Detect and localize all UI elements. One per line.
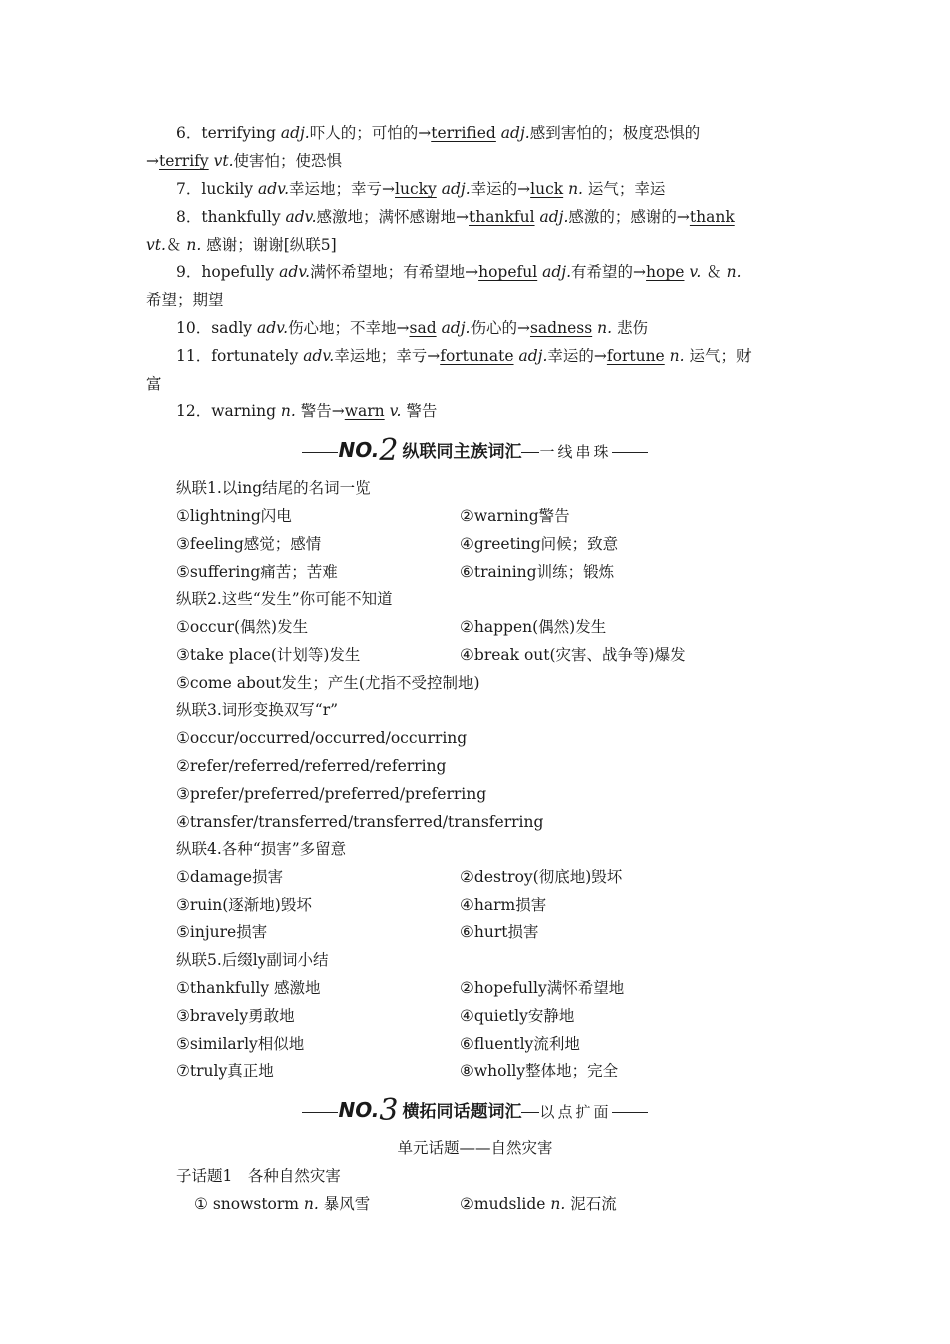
answer-blank: fortunate: [440, 347, 514, 365]
answer-blank: hopeful: [478, 263, 538, 281]
group-3-title: 纵联3.词形变换双写“r”: [176, 701, 339, 719]
list-item: ⑥hurt损害: [460, 923, 539, 941]
answer-blank: terrify: [159, 152, 209, 170]
header-rule: [521, 452, 539, 453]
vocab-item-8-cont: vt.＆ n. 感谢；谢谢[纵联5]: [146, 236, 337, 254]
list-item: ⑥fluently流利地: [460, 1035, 580, 1053]
group-5-title: 纵联5.后缀ly副词小结: [176, 951, 329, 969]
answer-blank: thank: [689, 208, 735, 226]
list-item: ⑦truly真正地: [176, 1062, 274, 1080]
list-item: ③feeling感觉；感情: [176, 535, 322, 553]
list-item: ②hopefully满怀希望地: [460, 979, 625, 997]
list-item: ①lightning闪电: [176, 507, 292, 525]
vocab-item-12: 12．warning n. 警告→warn v. 警告: [176, 402, 438, 420]
section-3-header: NO.3 横拓同话题词汇 以点扩面: [0, 1092, 950, 1128]
vocab-item-11-cont: 富: [146, 375, 162, 393]
answer-blank: terrified: [431, 124, 496, 142]
list-item: ①damage损害: [176, 868, 284, 886]
list-item: ④harm损害: [460, 896, 547, 914]
vocab-item-8: 8．thankfully adv.感激地；满怀感谢地→thankful adj.感激的；感谢的→thank: [176, 208, 735, 226]
list-item: ②destroy(彻底地)毁坏: [460, 868, 623, 886]
list-item: ②warning警告: [460, 507, 570, 525]
list-item: ③take place(计划等)发生: [176, 646, 361, 664]
answer-blank: sad: [409, 319, 437, 337]
list-item: ⑤suffering痛苦；苦难: [176, 563, 338, 581]
header-rule: [521, 1112, 539, 1113]
list-item: ⑤injure损害: [176, 923, 268, 941]
group-4-title: 纵联4.各种“损害”多留意: [176, 840, 347, 858]
header-rule: [612, 1112, 648, 1113]
list-item: ②refer/referred/referred/referring: [176, 757, 447, 775]
list-item: ①thankfully 感激地: [176, 979, 321, 997]
list-item: ⑥training训练；锻炼: [460, 563, 615, 581]
list-item: ④greeting问候；致意: [460, 535, 619, 553]
list-item: ⑤similarly相似地: [176, 1035, 305, 1053]
list-item: ④break out(灾害、战争等)爆发: [460, 646, 686, 664]
answer-blank: hope: [646, 263, 685, 281]
vocab-item-7: 7．luckily adv.幸运地；幸亏→lucky adj.幸运的→luck n. 运气；幸运: [176, 180, 666, 198]
answer-blank: lucky: [395, 180, 437, 198]
list-item: ④quietly安静地: [460, 1007, 575, 1025]
answer-blank: warn: [344, 402, 385, 420]
vocab-item-6-cont: →terrify vt.使害怕；使恐惧: [146, 152, 343, 170]
list-item: ③prefer/preferred/preferred/preferring: [176, 785, 487, 803]
header-rule: [302, 452, 338, 453]
header-rule: [302, 1112, 338, 1113]
answer-blank: luck: [530, 180, 564, 198]
list-item: ①occur(偶然)发生: [176, 618, 309, 636]
list-item: ③ruin(逐渐地)毁坏: [176, 896, 312, 914]
group-1-title: 纵联1.以ing结尾的名词一览: [176, 479, 371, 497]
list-item: ⑤come about发生；产生(尤指不受控制地): [176, 674, 480, 692]
header-rule: [612, 452, 648, 453]
list-item: ②mudslide n. 泥石流: [460, 1195, 617, 1213]
vocab-item-9-cont: 希望；期望: [146, 291, 224, 309]
answer-blank: sadness: [529, 319, 593, 337]
vocab-item-6: 6．terrifying adj.吓人的；可怕的→terrified adj.感到害怕的；极度恐惧的: [176, 124, 701, 142]
answer-blank: fortune: [606, 347, 665, 365]
list-item: ①occur/occurred/occurred/occurring: [176, 729, 468, 747]
list-item: ③bravely勇敢地: [176, 1007, 295, 1025]
answer-blank: thankful: [469, 208, 535, 226]
list-item: ① snowstorm n. 暴风雪: [194, 1195, 371, 1213]
vocab-item-11: 11．fortunately adv.幸运地；幸亏→fortunate adj.幸运的→fortune n. 运气；财: [176, 347, 752, 365]
group-2-title: 纵联2.这些“发生”你可能不知道: [176, 590, 393, 608]
vocab-item-10: 10．sadly adv.伤心地；不幸地→sad adj.伤心的→sadness n. 悲伤: [176, 319, 648, 337]
vocab-item-9: 9．hopefully adv.满怀希望地；有希望地→hopeful adj.有希望的→hope v. ＆ n.: [176, 263, 742, 281]
subtopic-title: 子话题1 各种自然灾害: [176, 1167, 341, 1185]
list-item: ④transfer/transferred/transferred/transferring: [176, 813, 544, 831]
list-item: ②happen(偶然)发生: [460, 618, 607, 636]
unit-topic: 单元话题——自然灾害: [397, 1139, 553, 1157]
section-2-header: NO.2 纵联同主族词汇 一线串珠: [0, 432, 950, 468]
list-item: ⑧wholly整体地；完全: [460, 1062, 619, 1080]
